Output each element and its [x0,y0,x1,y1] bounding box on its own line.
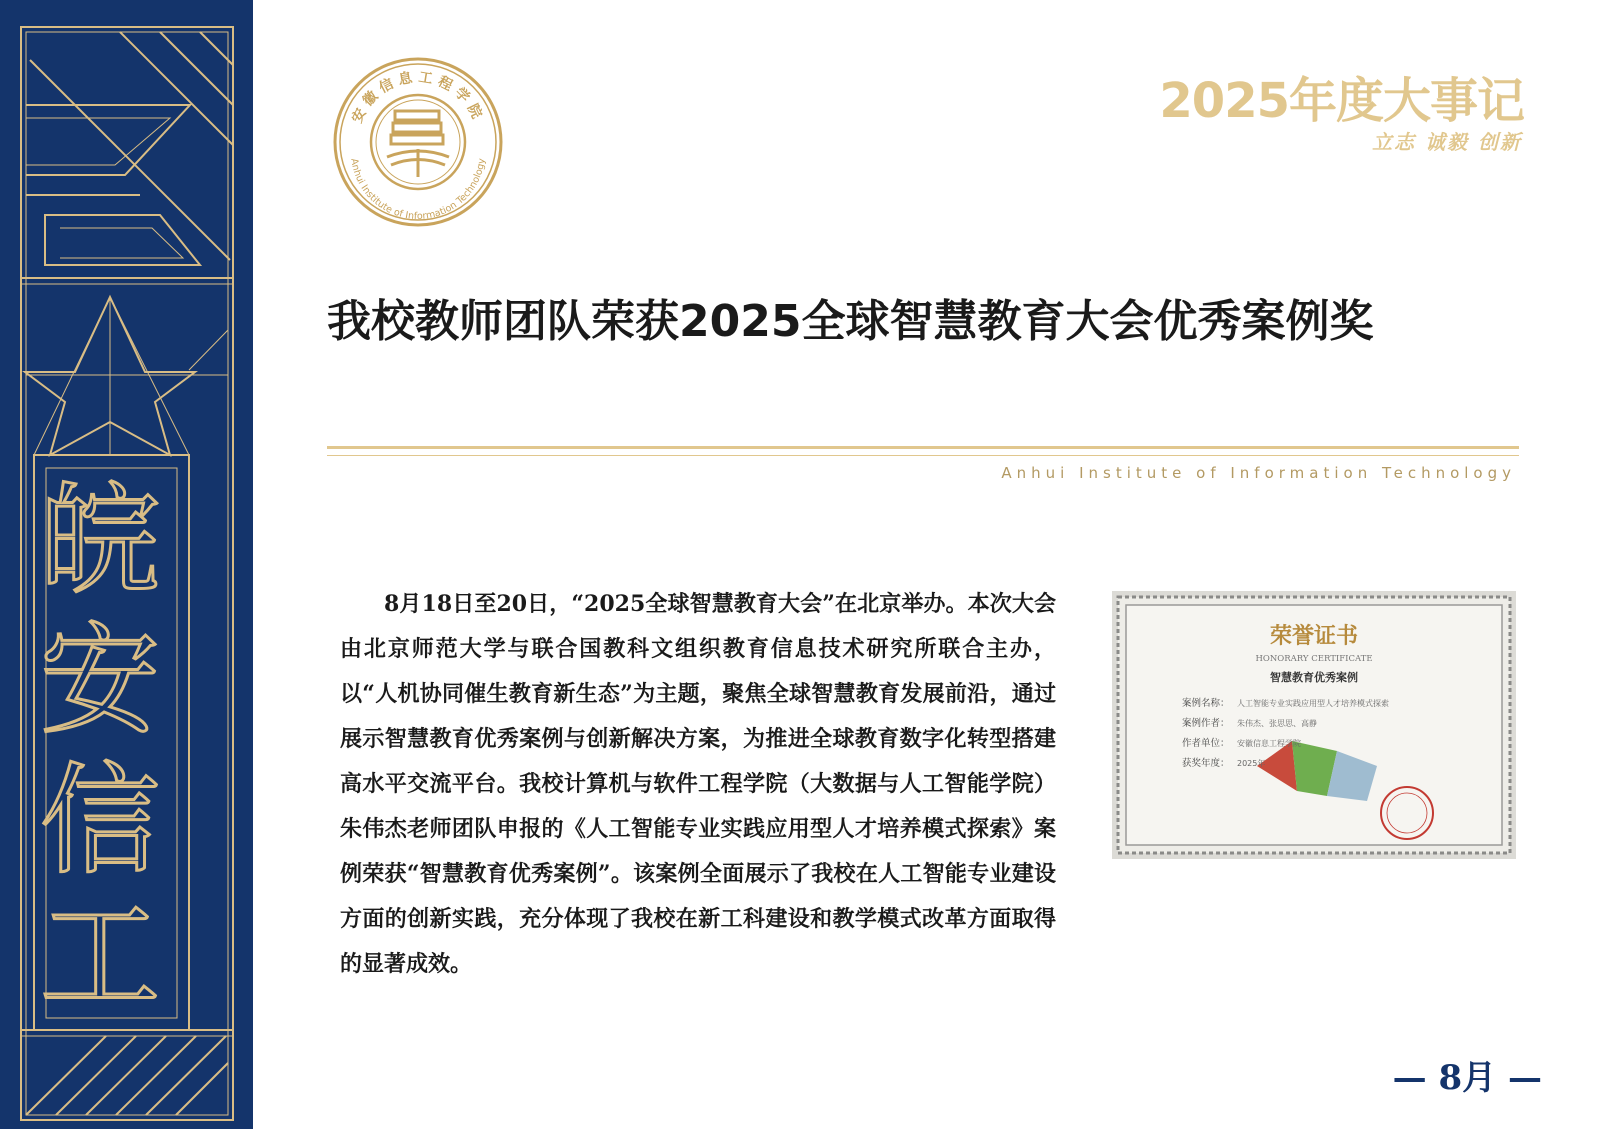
institute-name-en: Anhui Institute of Information Technology [1001,464,1516,482]
certificate-subtitle: HONORARY CERTIFICATE [1255,654,1373,664]
article-body: 8月18日至20日，“2025全球智慧教育大会”在北京举办。本次大会由北京师范大学与联合国教科文组织教育信息技术研究所联合主办，以“人机协同催生教育新生态”为主题，聚焦全球智慧教育发展前沿，通过展示智慧教育优秀案例与创新解决方案，为推进全球教育数字化转型搭建高水平交流平台。我校计算机与软件工程学院（大数据与人工智能学院）朱伟杰老师团队申报的《人工智能专业实践应用型人才培养模式探索》案例荣获“智慧教育优秀案例”。该案例全面展示了我校在人工智能专业建设方面的创新实践，充分体现了我校在新工科建设和教学模式改革方面取得的显著成效。 [340,591,1056,977]
certificate-field-label: 作者单位： [1182,738,1230,749]
calligraphy-char: 信 [40,752,160,891]
header-title: 2025年度大事记 [1159,73,1524,129]
institute-seal-logo [333,57,503,227]
calligraphy-char: 皖 [40,472,160,611]
logo-name-en: Anhui Institute of Information Technology [348,157,488,223]
certificate-field-value: 人工智能专业实践应用型人才培养模式探索 [1237,699,1389,708]
calligraphy-char: 安 [40,612,160,751]
certificate-field-label: 案例作者： [1182,718,1230,729]
certificate-field-value: 2025年 [1237,759,1266,768]
svg-text:安徽信息工程学院 [348,68,487,125]
books-icon [387,111,449,177]
logo-name-cn: 安徽信息工程学院 [349,69,487,126]
title-divider [327,446,1519,449]
decorative-sidebar [0,0,253,1129]
header-motto: 立志 诚毅 创新 [1372,130,1522,154]
article-headline: 我校教师团队荣获2025全球智慧教育大会优秀案例奖 [327,296,1374,347]
certificate-field-value: 安徽信息工程学院 [1237,739,1301,748]
certificate-field-label: 获奖年度： [1182,758,1230,769]
honorary-certificate-photo [1112,591,1516,859]
calligraphy-char: 工 [40,888,160,1027]
certificate-title: 荣誉证书 [1269,624,1359,649]
certificate-field-label: 案例名称： [1182,698,1230,709]
certificate-award: 智慧教育优秀案例 [1270,671,1358,684]
page-month-label: — 8月 — [1392,1058,1542,1098]
certificate-field-value: 朱伟杰、张思思、高静 [1237,719,1317,728]
title-divider-thin [327,455,1519,456]
